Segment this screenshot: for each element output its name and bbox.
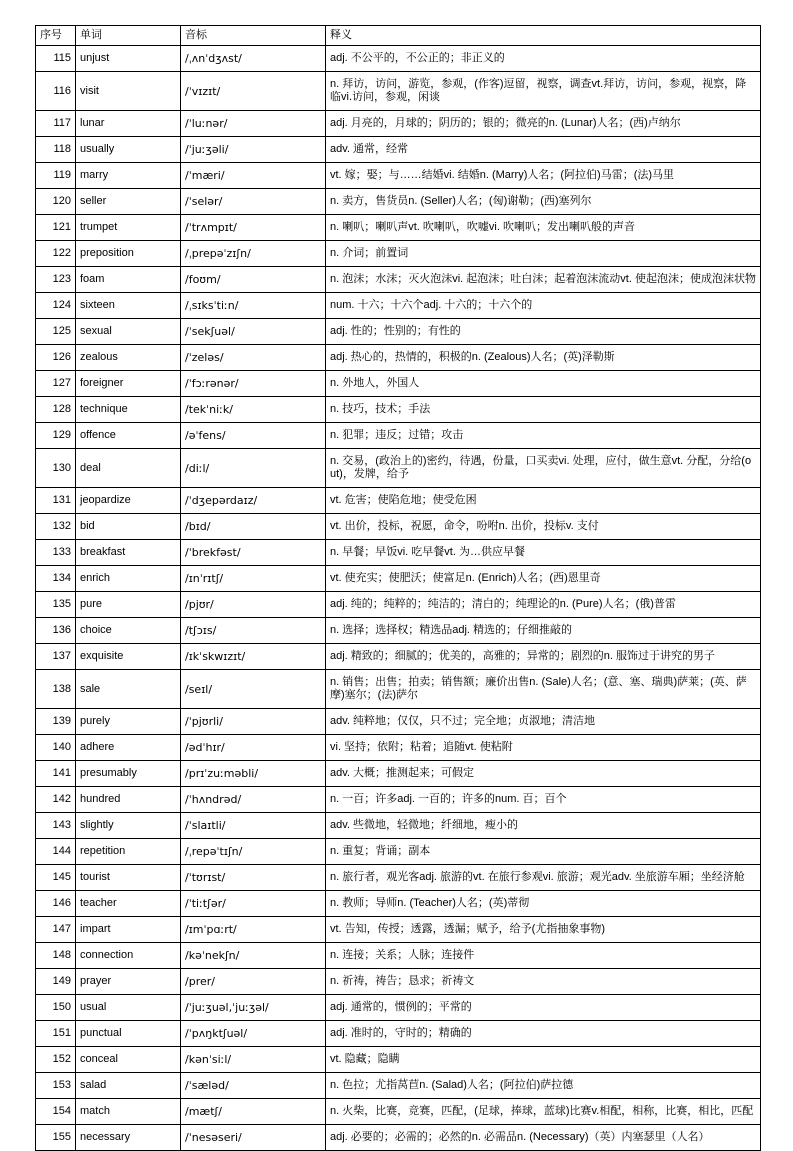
phonetic-cell: /ɪnˈrɪtʃ/ [181, 566, 326, 592]
phonetic-cell: /mætʃ/ [181, 1099, 326, 1125]
word-cell: seller [76, 189, 181, 215]
word-cell: purely [76, 709, 181, 735]
table-row [36, 449, 761, 488]
row-number: 118 [36, 137, 76, 163]
table-row [36, 644, 761, 670]
phonetic-cell: /ˈjuːʒəli/ [181, 137, 326, 163]
table-row [36, 670, 761, 709]
word-cell: usual [76, 995, 181, 1021]
word-cell: foam [76, 267, 181, 293]
row-number: 153 [36, 1073, 76, 1099]
row-number: 117 [36, 111, 76, 137]
meaning-cell: adj. 必要的；必需的；必然的n. 必需品n. (Necessary)（英）内塞瑟里（人名） [326, 1125, 761, 1151]
meaning-cell: n. 色拉；尤指莴苣n. (Salad)人名；(阿拉伯)萨拉德 [326, 1073, 761, 1099]
table-row [36, 839, 761, 865]
table-row [36, 371, 761, 397]
word-cell: jeopardize [76, 488, 181, 514]
phonetic-cell: /seɪl/ [181, 670, 326, 709]
row-number: 152 [36, 1047, 76, 1073]
row-number: 141 [36, 761, 76, 787]
row-number: 136 [36, 618, 76, 644]
row-number: 122 [36, 241, 76, 267]
word-cell: sale [76, 670, 181, 709]
word-cell: slightly [76, 813, 181, 839]
meaning-cell: n. 技巧，技术；手法 [326, 397, 761, 423]
phonetic-cell: /ɪmˈpɑːrt/ [181, 917, 326, 943]
word-cell: technique [76, 397, 181, 423]
row-number: 130 [36, 449, 76, 488]
table-row [36, 813, 761, 839]
table-row [36, 72, 761, 111]
row-number: 142 [36, 787, 76, 813]
table-row [36, 1099, 761, 1125]
phonetic-cell: /ˈhʌndrəd/ [181, 787, 326, 813]
meaning-cell: vt. 危害；使陷危地；使受危困 [326, 488, 761, 514]
phonetic-cell: /ˈzeləs/ [181, 345, 326, 371]
phonetic-cell: /ədˈhɪr/ [181, 735, 326, 761]
phonetic-cell: /ˌprepəˈzɪʃn/ [181, 241, 326, 267]
row-number: 129 [36, 423, 76, 449]
meaning-cell: n. 犯罪；违反；过错；攻击 [326, 423, 761, 449]
word-cell: bid [76, 514, 181, 540]
phonetic-cell: /ˌsɪksˈtiːn/ [181, 293, 326, 319]
meaning-cell: n. 交易，(政治上的)密约，待遇，份量，口买卖vi. 处理，应付，做生意vt. 分配，分给(out)，发牌，给予 [326, 449, 761, 488]
phonetic-cell: /əˈfens/ [181, 423, 326, 449]
meaning-cell: adj. 精致的；细腻的；优美的，高雅的；异常的；剧烈的n. 服饰过于讲究的男子 [326, 644, 761, 670]
table-header [36, 26, 761, 46]
meaning-cell: n. 火柴，比赛，竞赛，匹配，(足球，捧球，蓝球)比赛v.相配，相称，比赛，相比，匹配 [326, 1099, 761, 1125]
table-row [36, 137, 761, 163]
meaning-cell: n. 选择；选择权；精选品adj. 精选的；仔细推敲的 [326, 618, 761, 644]
row-number: 155 [36, 1125, 76, 1151]
row-number: 137 [36, 644, 76, 670]
word-cell: zealous [76, 345, 181, 371]
row-number: 127 [36, 371, 76, 397]
word-cell: foreigner [76, 371, 181, 397]
row-number: 138 [36, 670, 76, 709]
phonetic-cell: /ˈfɔːrənər/ [181, 371, 326, 397]
header-phonetic: 音标 [181, 26, 326, 46]
meaning-cell: n. 早餐；早饭vi. 吃早餐vt. 为…供应早餐 [326, 540, 761, 566]
meaning-cell: n. 重复；背诵；副本 [326, 839, 761, 865]
table-row [36, 1125, 761, 1151]
phonetic-cell: /tekˈniːk/ [181, 397, 326, 423]
meaning-cell: n. 拜访，访问，游览，参观，(作客)逗留，视察，调查vt.拜访，访问，参观，视察，降临vi.访问，参观，闲谈 [326, 72, 761, 111]
table-row [36, 189, 761, 215]
row-number: 134 [36, 566, 76, 592]
meaning-cell: adv. 大概；推测起来；可假定 [326, 761, 761, 787]
phonetic-cell: /ˈtrʌmpɪt/ [181, 215, 326, 241]
meaning-cell: vt. 出价，投标，祝愿，命令，吩咐n. 出价，投标v. 支付 [326, 514, 761, 540]
phonetic-cell: /ˈluːnər/ [181, 111, 326, 137]
row-number: 119 [36, 163, 76, 189]
meaning-cell: adj. 月亮的，月球的；阴历的；银的；微亮的n. (Lunar)人名；(西)卢纳尔 [326, 111, 761, 137]
meaning-cell: adj. 纯的；纯粹的；纯洁的；清白的；纯理论的n. (Pure)人名；(俄)普雷 [326, 592, 761, 618]
header-row [36, 26, 761, 46]
meaning-cell: n. 泡沫；水沫；灭火泡沫vi. 起泡沫；吐白沫；起着泡沫流动vt. 使起泡沫；使成泡沫状物 [326, 267, 761, 293]
row-number: 124 [36, 293, 76, 319]
word-cell: pure [76, 592, 181, 618]
table-row [36, 592, 761, 618]
vocabulary-table [35, 25, 761, 1151]
table-row [36, 891, 761, 917]
header-meaning: 释义 [326, 26, 761, 46]
table-row [36, 1073, 761, 1099]
word-cell: hundred [76, 787, 181, 813]
word-cell: deal [76, 449, 181, 488]
table-row [36, 709, 761, 735]
word-cell: impart [76, 917, 181, 943]
meaning-cell: vt. 告知，传授；透露，透漏；赋予，给予(尤指抽象事物) [326, 917, 761, 943]
phonetic-cell: /ˈpʌŋktʃuəl/ [181, 1021, 326, 1047]
table-row [36, 423, 761, 449]
meaning-cell: n. 连接；关系；人脉；连接件 [326, 943, 761, 969]
word-cell: necessary [76, 1125, 181, 1151]
meaning-cell: adj. 通常的，惯例的；平常的 [326, 995, 761, 1021]
table-row [36, 761, 761, 787]
table-row [36, 319, 761, 345]
meaning-cell: adj. 热心的，热情的，积极的n. (Zealous)人名；(英)泽勒斯 [326, 345, 761, 371]
phonetic-cell: /ˈslaɪtli/ [181, 813, 326, 839]
word-cell: tourist [76, 865, 181, 891]
table-row [36, 969, 761, 995]
row-number: 144 [36, 839, 76, 865]
word-cell: punctual [76, 1021, 181, 1047]
row-number: 120 [36, 189, 76, 215]
row-number: 145 [36, 865, 76, 891]
meaning-cell: n. 旅行者，观光客adj. 旅游的vt. 在旅行参观vi. 旅游；观光adv. 坐旅游车厢；坐经济舱 [326, 865, 761, 891]
word-cell: marry [76, 163, 181, 189]
table-row [36, 865, 761, 891]
word-cell: usually [76, 137, 181, 163]
row-number: 123 [36, 267, 76, 293]
row-number: 135 [36, 592, 76, 618]
phonetic-cell: /ˈmæri/ [181, 163, 326, 189]
row-number: 115 [36, 46, 76, 72]
header-number: 序号 [36, 26, 76, 46]
phonetic-cell: /ˈvɪzɪt/ [181, 72, 326, 111]
meaning-cell: adj. 准时的，守时的；精确的 [326, 1021, 761, 1047]
word-cell: preposition [76, 241, 181, 267]
word-cell: conceal [76, 1047, 181, 1073]
table-row [36, 215, 761, 241]
word-cell: prayer [76, 969, 181, 995]
meaning-cell: adv. 通常，经常 [326, 137, 761, 163]
table-row [36, 397, 761, 423]
table-row [36, 735, 761, 761]
phonetic-cell: /bɪd/ [181, 514, 326, 540]
row-number: 128 [36, 397, 76, 423]
meaning-cell: n. 介词；前置词 [326, 241, 761, 267]
table-row [36, 345, 761, 371]
meaning-cell: n. 销售；出售；拍卖；销售额；廉价出售n. (Sale)人名；(意、塞、瑞典)萨莱；(英、萨摩)塞尔；(法)萨尔 [326, 670, 761, 709]
word-cell: exquisite [76, 644, 181, 670]
phonetic-cell: /ˈtiːtʃər/ [181, 891, 326, 917]
row-number: 150 [36, 995, 76, 1021]
table-row [36, 618, 761, 644]
meaning-cell: adj. 性的；性别的；有性的 [326, 319, 761, 345]
phonetic-cell: /ˈnesəseri/ [181, 1125, 326, 1151]
phonetic-cell: /ˈsekʃuəl/ [181, 319, 326, 345]
row-number: 121 [36, 215, 76, 241]
table-row [36, 241, 761, 267]
row-number: 140 [36, 735, 76, 761]
meaning-cell: vt. 嫁；娶；与……结婚vi. 结婚n. (Marry)人名；(阿拉伯)马雷；(法)马里 [326, 163, 761, 189]
row-number: 116 [36, 72, 76, 111]
table-row [36, 917, 761, 943]
table-row [36, 293, 761, 319]
table-row [36, 163, 761, 189]
row-number: 126 [36, 345, 76, 371]
word-cell: visit [76, 72, 181, 111]
table-row [36, 943, 761, 969]
phonetic-cell: /prɪˈzuːməbli/ [181, 761, 326, 787]
table-row [36, 787, 761, 813]
word-cell: choice [76, 618, 181, 644]
row-number: 133 [36, 540, 76, 566]
phonetic-cell: /tʃɔɪs/ [181, 618, 326, 644]
meaning-cell: n. 一百；许多adj. 一百的；许多的num. 百；百个 [326, 787, 761, 813]
table-row [36, 540, 761, 566]
word-cell: presumably [76, 761, 181, 787]
row-number: 147 [36, 917, 76, 943]
row-number: 154 [36, 1099, 76, 1125]
word-cell: repetition [76, 839, 181, 865]
meaning-cell: n. 卖方，售货员n. (Seller)人名；(匈)谢勒；(西)塞列尔 [326, 189, 761, 215]
row-number: 132 [36, 514, 76, 540]
word-cell: adhere [76, 735, 181, 761]
row-number: 149 [36, 969, 76, 995]
table-row [36, 488, 761, 514]
meaning-cell: adv. 些微地，轻微地；纤细地，瘦小的 [326, 813, 761, 839]
meaning-cell: n. 教师；导师n. (Teacher)人名；(英)蒂彻 [326, 891, 761, 917]
meaning-cell: vt. 隐藏；隐瞒 [326, 1047, 761, 1073]
phonetic-cell: /ˈpjʊrli/ [181, 709, 326, 735]
meaning-cell: vt. 使充实；使肥沃；使富足n. (Enrich)人名；(西)恩里奇 [326, 566, 761, 592]
row-number: 143 [36, 813, 76, 839]
word-cell: lunar [76, 111, 181, 137]
meaning-cell: adj. 不公平的，不公正的；非正义的 [326, 46, 761, 72]
word-cell: salad [76, 1073, 181, 1099]
phonetic-cell: /foʊm/ [181, 267, 326, 293]
word-cell: trumpet [76, 215, 181, 241]
meaning-cell: n. 外地人，外国人 [326, 371, 761, 397]
meaning-cell: vi. 坚持；依附；粘着；追随vt. 使粘附 [326, 735, 761, 761]
phonetic-cell: /ˈtʊrɪst/ [181, 865, 326, 891]
table-row [36, 1047, 761, 1073]
table-row [36, 267, 761, 293]
phonetic-cell: /diːl/ [181, 449, 326, 488]
word-cell: sexual [76, 319, 181, 345]
header-word: 单词 [76, 26, 181, 46]
row-number: 139 [36, 709, 76, 735]
row-number: 151 [36, 1021, 76, 1047]
table-row [36, 111, 761, 137]
phonetic-cell: /ˈdʒepərdaɪz/ [181, 488, 326, 514]
phonetic-cell: /ˈjuːʒuəl,ˈjuːʒəl/ [181, 995, 326, 1021]
word-cell: breakfast [76, 540, 181, 566]
phonetic-cell: /ˌrepəˈtɪʃn/ [181, 839, 326, 865]
word-cell: match [76, 1099, 181, 1125]
word-cell: enrich [76, 566, 181, 592]
row-number: 131 [36, 488, 76, 514]
word-cell: offence [76, 423, 181, 449]
table-row [36, 995, 761, 1021]
table-row [36, 1021, 761, 1047]
table-row [36, 46, 761, 72]
phonetic-cell: /ˈselər/ [181, 189, 326, 215]
phonetic-cell: /ˈsæləd/ [181, 1073, 326, 1099]
meaning-cell: num. 十六；十六个adj. 十六的；十六个的 [326, 293, 761, 319]
vocab-table-body [36, 46, 761, 1151]
phonetic-cell: /kənˈsiːl/ [181, 1047, 326, 1073]
meaning-cell: adv. 纯粹地；仅仅，只不过；完全地；贞淑地；清洁地 [326, 709, 761, 735]
row-number: 146 [36, 891, 76, 917]
word-cell: sixteen [76, 293, 181, 319]
row-number: 125 [36, 319, 76, 345]
table-row [36, 514, 761, 540]
meaning-cell: n. 祈祷，祷告；恳求；祈祷文 [326, 969, 761, 995]
phonetic-cell: /pjʊr/ [181, 592, 326, 618]
word-cell: unjust [76, 46, 181, 72]
word-cell: teacher [76, 891, 181, 917]
phonetic-cell: /ˈbrekfəst/ [181, 540, 326, 566]
row-number: 148 [36, 943, 76, 969]
phonetic-cell: /ˌʌnˈdʒʌst/ [181, 46, 326, 72]
meaning-cell: n. 喇叭；喇叭声vt. 吹喇叭，吹嘘vi. 吹喇叭；发出喇叭般的声音 [326, 215, 761, 241]
table-row [36, 566, 761, 592]
word-cell: connection [76, 943, 181, 969]
phonetic-cell: /prer/ [181, 969, 326, 995]
phonetic-cell: /ɪkˈskwɪzɪt/ [181, 644, 326, 670]
phonetic-cell: /kəˈnekʃn/ [181, 943, 326, 969]
